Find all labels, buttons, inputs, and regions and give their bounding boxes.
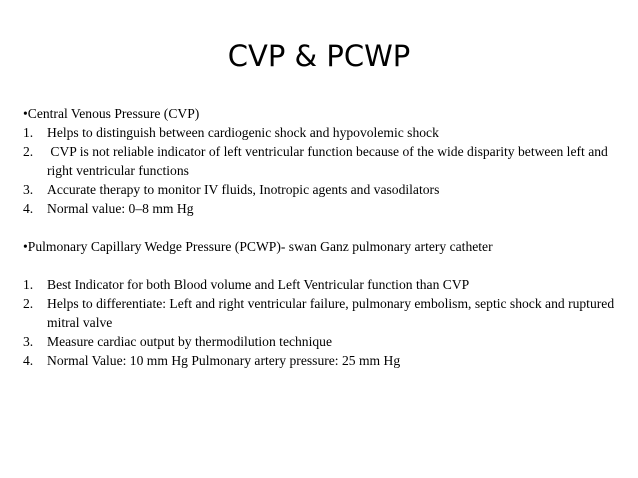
- item-text: Normal value: 0–8 mm Hg: [47, 201, 194, 216]
- list-item: [23, 351, 623, 370]
- item-text: Helps to differentiate: Left and right ventricular failure, pulmonary embolism, septic shock and ruptured mitral valve: [47, 296, 615, 330]
- list-item: [23, 332, 623, 351]
- spacer: [23, 256, 623, 275]
- item-number: 1.: [23, 125, 34, 140]
- pcwp-heading: •Pulmonary Capillary Wedge Pressure (PCWP)- swan Ganz pulmonary artery catheter: [23, 239, 493, 254]
- list-item: [23, 123, 623, 142]
- item-number: 2.: [23, 144, 34, 159]
- slide-body: [23, 104, 623, 370]
- slide-title: CVP & PCWP: [227, 39, 411, 73]
- item-number: 3.: [23, 182, 34, 197]
- item-number: 4.: [23, 201, 34, 216]
- item-text: Helps to distinguish between cardiogenic shock and hypovolemic shock: [47, 125, 439, 140]
- list-item: [23, 199, 623, 218]
- cvp-list: [23, 123, 623, 218]
- item-number: 1.: [23, 277, 34, 292]
- item-text: CVP is not reliable indicator of left ventricular function because of the wide disparity between left and right ventricular functions: [47, 144, 612, 178]
- item-number: 4.: [23, 353, 34, 368]
- list-item: [23, 180, 623, 199]
- item-text: Accurate therapy to monitor IV fluids, Inotropic agents and vasodilators: [47, 182, 440, 197]
- item-number: 3.: [23, 334, 34, 349]
- spacer: [23, 218, 623, 237]
- list-item: [23, 294, 623, 332]
- item-text: Normal Value: 10 mm Hg Pulmonary artery pressure: 25 mm Hg: [47, 353, 401, 368]
- cvp-heading: •Central Venous Pressure (CVP): [23, 106, 200, 121]
- item-text: Measure cardiac output by thermodilution technique: [47, 334, 333, 349]
- item-number: 2.: [23, 296, 34, 311]
- item-text: Best Indicator for both Blood volume and Left Ventricular function than CVP: [47, 277, 470, 292]
- pcwp-list: [23, 275, 623, 370]
- list-item: [23, 275, 623, 294]
- list-item: [23, 142, 623, 180]
